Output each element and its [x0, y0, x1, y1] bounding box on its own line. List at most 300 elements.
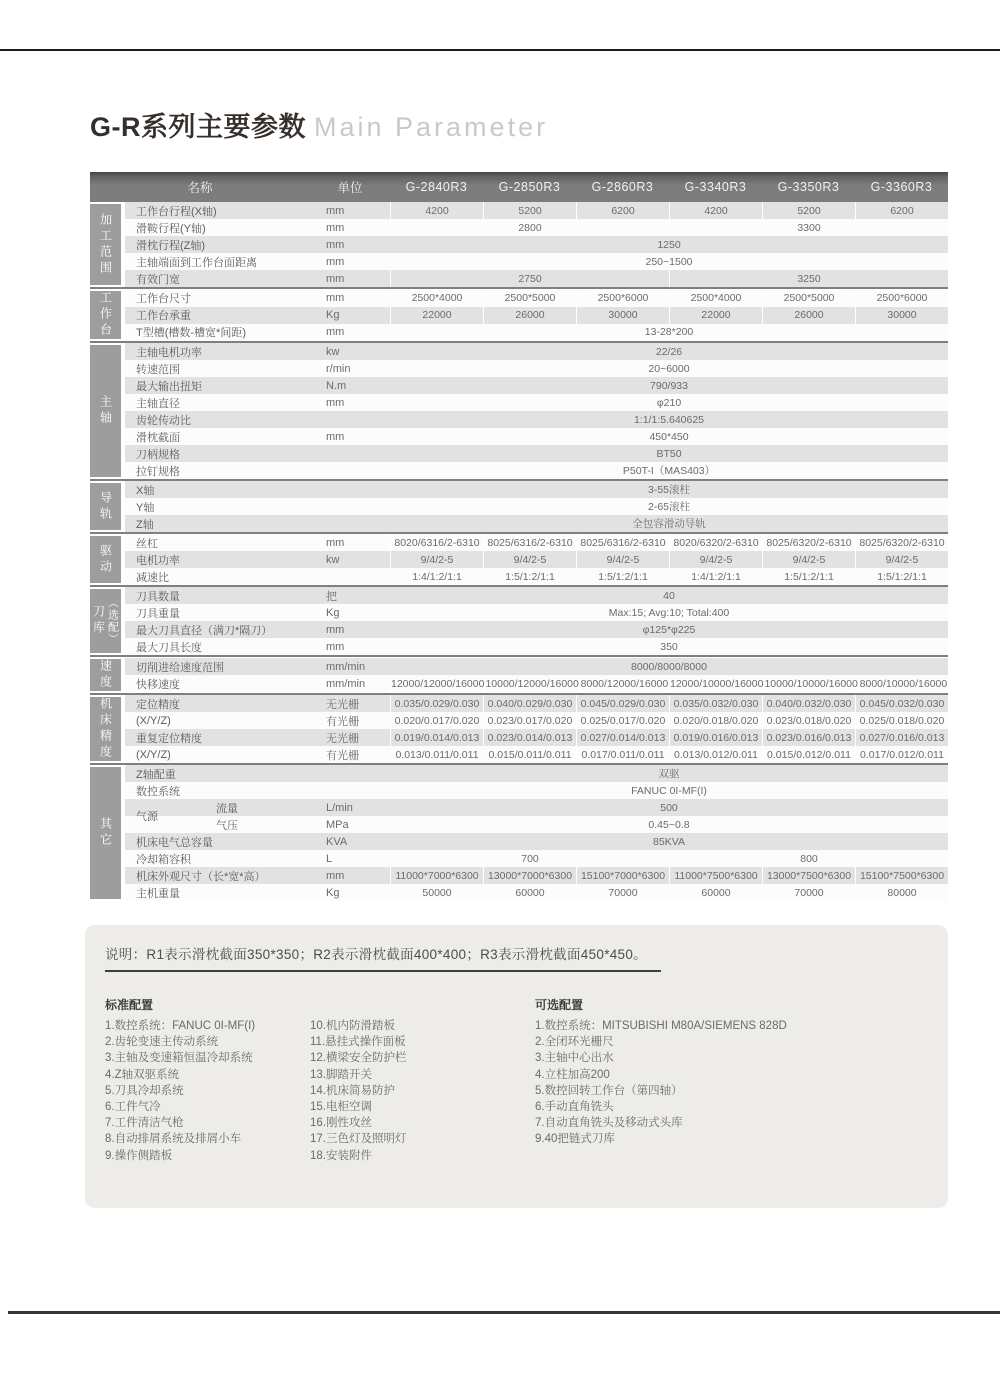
row-values — [390, 498, 948, 515]
value-cell: 85KVA — [653, 835, 685, 848]
table-row — [125, 604, 948, 621]
row-label — [125, 712, 310, 729]
config-list-item: 16.刚性攻丝 — [310, 1117, 372, 1130]
row-unit — [310, 411, 390, 428]
row-unit: 把 — [326, 590, 337, 603]
value-cell: 0.015/0.011/0.011 — [483, 746, 576, 763]
value-cell: 0.035/0.032/0.030 — [669, 695, 762, 712]
row-values — [390, 587, 948, 604]
row-unit — [310, 782, 390, 799]
value-cell: 2-65滚柱 — [647, 501, 690, 513]
row-values — [390, 884, 948, 901]
table-row — [125, 658, 948, 675]
row-unit: L — [326, 852, 333, 865]
row-label-text: 主轴直径 — [136, 397, 180, 410]
row-values — [390, 360, 948, 377]
row-label — [125, 729, 310, 746]
value-cell: 2500*5000 — [762, 290, 855, 307]
row-label-text: 最大刀具长度 — [136, 641, 202, 654]
table-row — [125, 587, 948, 604]
row-label — [125, 219, 310, 236]
config-list-item: 3.主轴中心出水 — [535, 1052, 614, 1065]
table-section — [90, 655, 948, 693]
table-header-row — [90, 172, 948, 202]
section-rows — [125, 695, 948, 763]
table-row — [125, 445, 948, 462]
value-cell: 60000 — [483, 884, 576, 901]
row-values — [390, 236, 948, 253]
standard-config-title: 标准配置 — [105, 998, 154, 1012]
row-label — [125, 236, 310, 253]
table-row — [125, 498, 948, 515]
value-cell: 1:5/1:2/1:1 — [855, 568, 948, 585]
value-cell: 13000*7500*6300 — [762, 867, 855, 884]
row-label — [125, 253, 310, 270]
table-row — [125, 568, 948, 585]
remark-text: 说明：R1表示滑枕截面350*350；R2表示滑枕截面400*400；R3表示滑枕截面450*450。 — [105, 943, 661, 972]
row-label — [125, 765, 310, 782]
value-cell: 3250 — [669, 270, 948, 287]
value-cell: 1:5/1:2/1:1 — [576, 568, 669, 585]
row-label-text: 滑枕截面 — [136, 431, 180, 444]
config-list-item: 6.手动直角铣头 — [535, 1101, 614, 1114]
value-cell: 8020/6316/2-6310 — [390, 534, 483, 551]
table-row — [125, 377, 948, 394]
value-cell: 10000/12000/16000 — [484, 675, 578, 692]
row-label — [125, 782, 310, 799]
row-label-text: 机床电气总容量 — [136, 836, 213, 849]
value-cell: 11000*7000*6300 — [390, 867, 483, 884]
row-label-text: Z轴 — [136, 518, 154, 531]
table-row — [125, 515, 948, 532]
section-rows — [125, 202, 948, 287]
value-cell: 0.019/0.016/0.013 — [669, 729, 762, 746]
row-values — [390, 658, 948, 675]
config-list-item: 3.主轴及变速箱恒温冷却系统 — [105, 1052, 253, 1065]
table-row — [125, 765, 948, 782]
row-label-text: (X/Y/Z) — [136, 714, 171, 727]
table-section — [90, 479, 948, 532]
row-values — [390, 729, 948, 746]
value-cell: 1:5/1:2/1:1 — [762, 568, 855, 585]
header-name: 名称 — [187, 181, 213, 195]
value-cell: 70000 — [762, 884, 855, 901]
section-label-text: 其它 — [98, 817, 113, 849]
value-cell: 0.45~0.8 — [648, 818, 690, 831]
value-cell: 1:4/1:2/1:1 — [669, 568, 762, 585]
section-label — [90, 204, 121, 285]
row-values — [390, 799, 948, 816]
value-cell: 0.020/0.017/0.020 — [390, 712, 483, 729]
row-unit: N.m — [326, 379, 347, 392]
section-rows — [125, 765, 948, 901]
value-cell: 50000 — [390, 884, 483, 901]
value-cell: 0.013/0.011/0.011 — [390, 746, 483, 763]
value-cell: 2500*4000 — [669, 290, 762, 307]
value-cell: 26000 — [762, 307, 855, 324]
row-label — [125, 587, 310, 604]
row-label — [125, 884, 310, 901]
value-cell: 80000 — [855, 884, 948, 901]
config-list-item: 13.脚踏开关 — [310, 1068, 372, 1081]
row-unit: kw — [326, 345, 340, 358]
row-values — [390, 850, 948, 867]
row-label — [125, 675, 310, 692]
value-cell: 2500*5000 — [483, 290, 576, 307]
row-label — [125, 746, 310, 763]
row-values — [390, 638, 948, 655]
row-label-text: 定位精度 — [136, 698, 180, 711]
value-cell: 9/4/2-5 — [855, 551, 948, 568]
value-cell: 9/4/2-5 — [483, 551, 576, 568]
value-cell: 0.020/0.018/0.020 — [669, 712, 762, 729]
section-label-text: 工作台 — [98, 291, 113, 339]
row-label — [125, 270, 310, 287]
row-unit: mm — [326, 640, 345, 653]
value-cell: 0.027/0.016/0.013 — [855, 729, 948, 746]
config-lists — [105, 996, 928, 1164]
section-label-text: 导轨 — [98, 490, 113, 523]
row-label-text: 齿轮传动比 — [136, 414, 191, 427]
table-section — [90, 763, 948, 901]
config-list-item: 18.安装附件 — [310, 1149, 372, 1162]
header-model: G-2840R3 — [405, 180, 468, 194]
config-list-item: 5.刀具冷却系统 — [105, 1084, 184, 1097]
row-label-text: 有效门宽 — [136, 273, 180, 286]
row-label-text: 主轴端面到工作台面距离 — [136, 256, 257, 269]
value-cell: 8000/10000/16000 — [858, 675, 948, 692]
row-label — [125, 534, 310, 551]
table-row — [125, 324, 948, 341]
row-values — [390, 695, 948, 712]
table-row — [125, 534, 948, 551]
config-list-item: 9.操作侧踏板 — [105, 1149, 173, 1162]
value-cell: 0.045/0.032/0.030 — [855, 695, 948, 712]
value-cell: 8000/12000/16000 — [579, 675, 669, 692]
row-values — [390, 411, 948, 428]
row-unit: mm — [326, 869, 345, 882]
value-cell: 40 — [663, 589, 675, 602]
row-label-text: 减速比 — [136, 571, 169, 584]
row-values — [390, 462, 948, 479]
row-values — [390, 324, 948, 341]
row-values — [390, 675, 948, 692]
row-unit: 有光栅 — [326, 715, 359, 728]
row-unit — [310, 481, 390, 498]
row-unit: 有光栅 — [326, 749, 359, 762]
table-section — [90, 693, 948, 763]
table-row — [125, 307, 948, 324]
row-label — [125, 394, 310, 411]
value-cell: 0.045/0.029/0.030 — [576, 695, 669, 712]
row-label-text: 快移速度 — [136, 678, 180, 691]
table-row — [125, 270, 948, 287]
section-label — [90, 589, 121, 653]
value-cell: 4200 — [669, 202, 762, 219]
table-row — [125, 712, 948, 729]
table-row — [125, 729, 948, 746]
value-cell: 0.040/0.032/0.030 — [762, 695, 855, 712]
row-unit — [310, 765, 390, 782]
value-cell: 8025/6320/2-6310 — [855, 534, 948, 551]
value-cell: 2800 — [390, 219, 669, 236]
value-cell: 26000 — [483, 307, 576, 324]
row-label — [125, 307, 310, 324]
row-label-text: 最大刀具直径（满刀*隔刀） — [136, 624, 273, 637]
row-label — [125, 481, 310, 498]
row-values — [390, 290, 948, 307]
value-cell: 2500*6000 — [855, 290, 948, 307]
row-values — [390, 394, 948, 411]
value-cell: 30000 — [576, 307, 669, 324]
value-cell: 4200 — [390, 202, 483, 219]
bottom-rule-line — [8, 1311, 1000, 1314]
value-cell: 790/933 — [650, 379, 688, 392]
row-label-text: 最大输出扭矩 — [136, 380, 202, 393]
value-cell: 350 — [660, 640, 678, 653]
row-values — [390, 746, 948, 763]
row-label — [125, 867, 310, 884]
table-row — [125, 833, 948, 850]
section-label-text: 速度 — [98, 659, 113, 691]
row-label — [125, 360, 310, 377]
row-label-text: X轴 — [136, 484, 155, 497]
row-label — [125, 498, 310, 515]
value-cell: 1:5/1:2/1:1 — [483, 568, 576, 585]
header-model: G-3340R3 — [684, 180, 747, 194]
value-cell: 全包容滑动导轨 — [632, 518, 706, 530]
value-cell: 1:4/1:2/1:1 — [390, 568, 483, 585]
row-values — [390, 867, 948, 884]
table-row — [125, 202, 948, 219]
section-label-text: 主轴 — [98, 395, 113, 427]
row-label — [125, 604, 310, 621]
value-cell: 0.027/0.014/0.013 — [576, 729, 669, 746]
value-cell: 0.023/0.016/0.013 — [762, 729, 855, 746]
row-unit: Kg — [326, 309, 340, 321]
row-unit: mm — [326, 204, 345, 217]
header-model: G-3360R3 — [870, 180, 933, 194]
row-unit: Kg — [326, 606, 340, 619]
row-values — [390, 202, 948, 219]
config-list-item: 17.三色灯及照明灯 — [310, 1133, 407, 1146]
table-row — [125, 411, 948, 428]
table-row — [125, 638, 948, 655]
config-list-item: 10.机内防滑踏板 — [310, 1020, 395, 1032]
value-cell: 2500*4000 — [390, 290, 483, 307]
row-label-text: 丝杠 — [136, 537, 158, 550]
value-cell: 8025/6320/2-6310 — [762, 534, 855, 551]
config-list-item: 1.数控系统：FANUC 0I-MF(I) — [105, 1020, 256, 1032]
section-label — [90, 536, 121, 583]
row-values — [390, 377, 948, 394]
section-rows — [125, 534, 948, 585]
row-unit: Kg — [326, 886, 340, 899]
section-label-text: 驱动 — [98, 543, 113, 576]
value-cell: 双驱 — [658, 768, 680, 780]
value-cell: 12000/12000/16000 — [390, 675, 484, 692]
config-list-item: 7.工件清洁气枪 — [105, 1117, 184, 1130]
value-cell: 8025/6316/2-6310 — [576, 534, 669, 551]
row-label-text: 刀具数量 — [136, 590, 180, 603]
row-label-text: 冷却箱容积 — [136, 853, 191, 866]
row-label — [125, 428, 310, 445]
section-label — [90, 291, 121, 339]
row-label-text: 机床外观尺寸（长*宽*高） — [136, 870, 266, 883]
value-cell: 0.019/0.014/0.013 — [390, 729, 483, 746]
standard-config-col2 — [310, 1018, 535, 1164]
value-cell: 2500*6000 — [576, 290, 669, 307]
row-label-text: 转速范围 — [136, 363, 180, 376]
value-cell: 9/4/2-5 — [576, 551, 669, 568]
row-label-text: Y轴 — [136, 501, 155, 514]
row-values — [390, 782, 948, 799]
value-cell: 0.023/0.017/0.020 — [483, 712, 576, 729]
section-rows — [125, 289, 948, 341]
row-unit: mm — [326, 536, 345, 549]
config-list-item: 15.电柜空调 — [310, 1101, 372, 1114]
optional-config-list — [535, 1018, 928, 1148]
config-list-item: 2.齿轮变速主传动系统 — [105, 1036, 219, 1049]
row-label-text: (X/Y/Z) — [136, 748, 171, 761]
table-row — [125, 850, 948, 867]
table-row — [125, 799, 948, 823]
row-label-text: 拉钉规格 — [136, 465, 180, 478]
row-values — [390, 551, 948, 568]
row-label-text: T型槽(槽数-槽宽*间距) — [136, 327, 246, 339]
header-unit: 单位 — [337, 181, 363, 195]
section-label-paren: （选配） — [106, 597, 119, 645]
value-cell: 6200 — [855, 202, 948, 219]
config-list-item: 11.悬挂式操作面板 — [310, 1036, 406, 1049]
row-label-text: 滑鞍行程(Y轴) — [136, 222, 206, 235]
row-label — [125, 411, 310, 428]
section-label — [90, 345, 121, 477]
header-model: G-2850R3 — [498, 180, 561, 194]
table-row — [125, 394, 948, 411]
row-unit: mm — [326, 238, 345, 251]
config-list-item: 9.40把链式刀库 — [535, 1133, 615, 1146]
row-label — [125, 551, 310, 568]
optional-config — [535, 996, 928, 1164]
row-values — [390, 568, 948, 585]
value-cell: 0.017/0.012/0.011 — [855, 746, 948, 763]
row-label-text: 刀具重量 — [136, 607, 180, 620]
row-label-text: 刀柄规格 — [136, 448, 180, 461]
row-values — [390, 481, 948, 498]
row-label-text: 工作台承重 — [136, 310, 191, 322]
table-row — [125, 481, 948, 498]
value-cell: 0.015/0.012/0.011 — [762, 746, 855, 763]
row-unit: mm — [326, 430, 345, 443]
row-unit: mm — [326, 292, 345, 304]
value-cell: 0.013/0.012/0.011 — [669, 746, 762, 763]
value-cell: 9/4/2-5 — [390, 551, 483, 568]
value-cell: 1:1/1:5.640625 — [633, 413, 705, 426]
title-chinese: G-R系列主要参数 — [90, 112, 306, 142]
standard-config — [105, 996, 535, 1164]
value-cell: 500 — [660, 801, 678, 814]
config-list-item: 7.自动直角铣头及移动式头库 — [535, 1117, 683, 1130]
row-values — [390, 534, 948, 551]
table-row — [125, 816, 948, 833]
value-cell: 15100*7500*6300 — [855, 867, 948, 884]
standard-config-col1 — [105, 1018, 310, 1164]
section-rows — [125, 343, 948, 479]
notes-panel — [85, 925, 948, 1208]
optional-config-title: 可选配置 — [535, 998, 584, 1012]
table-section — [90, 532, 948, 585]
config-list-item: 14.机床简易防护 — [310, 1084, 395, 1097]
section-rows — [125, 587, 948, 655]
row-unit: mm — [326, 623, 345, 636]
row-label-text: 工作台尺寸 — [136, 293, 191, 305]
value-cell: 0.025/0.018/0.020 — [855, 712, 948, 729]
row-values — [390, 816, 948, 833]
row-sub-label: 流量 — [216, 802, 238, 815]
config-list-item: 6.工件气冷 — [105, 1101, 161, 1114]
row-unit: MPa — [326, 818, 349, 831]
value-cell: 22000 — [669, 307, 762, 324]
row-values — [390, 428, 948, 445]
value-cell: 3-55滚柱 — [647, 484, 690, 496]
row-label — [125, 324, 310, 341]
value-cell: 20~6000 — [648, 362, 690, 375]
config-list-item: 2.全闭环光栅尺 — [535, 1036, 614, 1049]
row-values — [390, 253, 948, 270]
table-row — [125, 462, 948, 479]
row-unit — [310, 462, 390, 479]
row-unit: mm — [326, 326, 345, 338]
section-rows — [125, 657, 948, 693]
row-label — [125, 568, 310, 585]
row-unit: 无光栅 — [326, 732, 359, 745]
table-body — [90, 202, 948, 901]
page-title — [90, 110, 548, 144]
top-rule-line — [0, 49, 1000, 51]
row-label — [125, 850, 310, 867]
header-model: G-3350R3 — [777, 180, 840, 194]
value-cell: 3300 — [669, 219, 948, 236]
row-label — [125, 343, 310, 360]
row-unit: r/min — [326, 362, 351, 375]
row-unit: mm — [326, 221, 345, 234]
table-row — [125, 746, 948, 763]
config-list-item: 4.立柱加高200 — [535, 1068, 610, 1081]
value-cell: 13-28*200 — [644, 326, 694, 338]
value-cell: 8020/6320/2-6310 — [669, 534, 762, 551]
value-cell: FANUC 0I-MF(I) — [631, 784, 707, 797]
header-model: G-2860R3 — [591, 180, 654, 194]
table-row — [125, 343, 948, 360]
value-cell: 2750 — [390, 270, 669, 287]
value-cell: 30000 — [855, 307, 948, 324]
title-english: Main Parameter — [314, 112, 549, 142]
row-label-text: Z轴配重 — [136, 768, 176, 781]
row-unit: kw — [326, 553, 340, 566]
table-section — [90, 585, 948, 655]
value-cell: 60000 — [669, 884, 762, 901]
table-row — [125, 695, 948, 712]
row-unit: mm/min — [326, 660, 366, 673]
row-label-text: 电机功率 — [136, 554, 180, 567]
row-unit — [310, 568, 390, 585]
value-cell: 13000*7000*6300 — [483, 867, 576, 884]
config-list-item: 1.数控系统：MITSUBISHI M80A/SIEMENS 828D — [535, 1020, 787, 1032]
spec-table — [90, 172, 948, 901]
row-label — [125, 695, 310, 712]
row-values — [390, 445, 948, 462]
